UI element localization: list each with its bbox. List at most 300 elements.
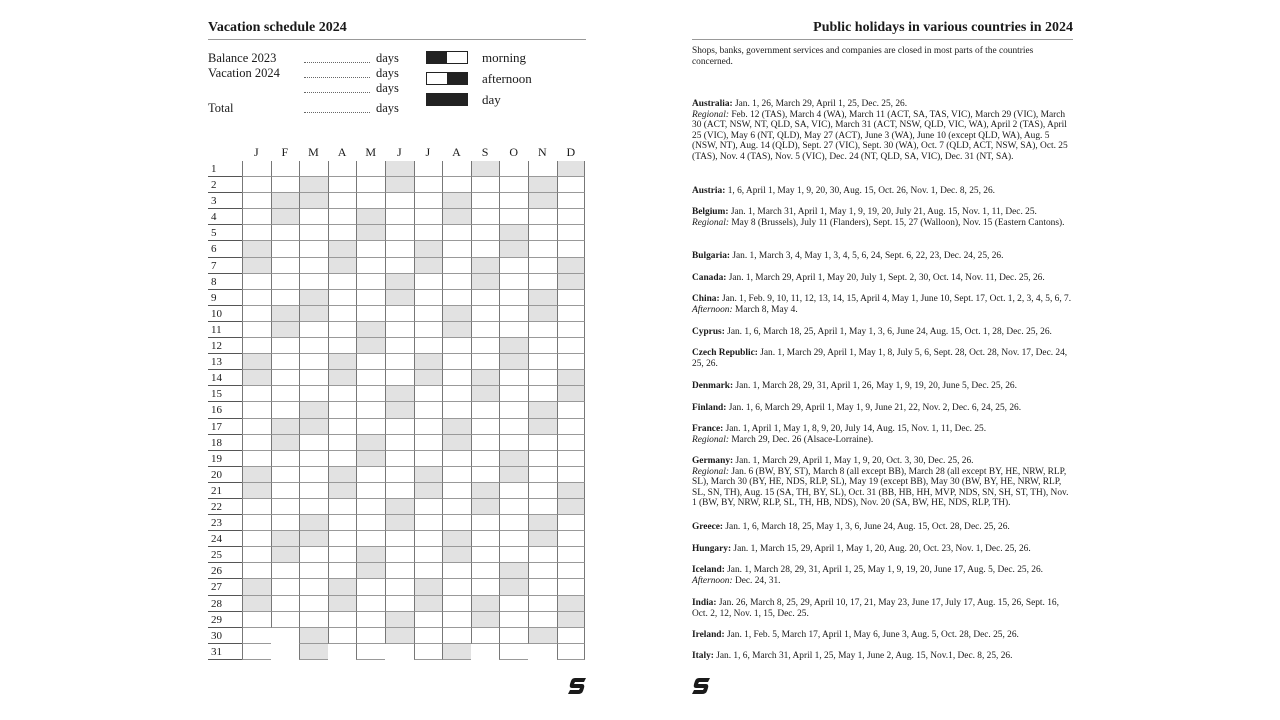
- day-cell[interactable]: [328, 563, 357, 579]
- day-cell[interactable]: [271, 274, 300, 290]
- day-cell[interactable]: [299, 515, 328, 531]
- day-cell[interactable]: [356, 306, 385, 322]
- day-cell[interactable]: [499, 193, 528, 209]
- day-cell[interactable]: [299, 225, 328, 241]
- day-cell[interactable]: [271, 515, 300, 531]
- day-cell[interactable]: [271, 483, 300, 499]
- day-cell[interactable]: [499, 451, 528, 467]
- day-cell[interactable]: [385, 402, 414, 418]
- day-cell[interactable]: [499, 290, 528, 306]
- day-cell[interactable]: [528, 515, 557, 531]
- day-cell[interactable]: [471, 547, 500, 563]
- day-cell[interactable]: [499, 644, 528, 660]
- day-cell[interactable]: [528, 241, 557, 257]
- day-cell[interactable]: [442, 290, 471, 306]
- day-cell[interactable]: [356, 258, 385, 274]
- day-cell[interactable]: [271, 306, 300, 322]
- day-cell[interactable]: [528, 435, 557, 451]
- day-cell[interactable]: [328, 579, 357, 595]
- day-cell[interactable]: [499, 483, 528, 499]
- day-cell[interactable]: [499, 612, 528, 628]
- day-cell[interactable]: [557, 161, 586, 177]
- day-cell[interactable]: [414, 274, 443, 290]
- day-cell[interactable]: [499, 547, 528, 563]
- day-cell[interactable]: [414, 338, 443, 354]
- day-cell[interactable]: [356, 161, 385, 177]
- day-cell[interactable]: [299, 628, 328, 644]
- day-cell[interactable]: [356, 419, 385, 435]
- day-cell[interactable]: [414, 467, 443, 483]
- day-cell[interactable]: [557, 628, 586, 644]
- day-cell[interactable]: [242, 515, 271, 531]
- day-cell[interactable]: [242, 419, 271, 435]
- day-cell[interactable]: [328, 338, 357, 354]
- day-cell[interactable]: [356, 596, 385, 612]
- day-cell[interactable]: [328, 161, 357, 177]
- day-cell[interactable]: [557, 193, 586, 209]
- day-cell[interactable]: [271, 354, 300, 370]
- day-cell[interactable]: [356, 483, 385, 499]
- day-cell[interactable]: [328, 193, 357, 209]
- day-cell[interactable]: [271, 258, 300, 274]
- day-cell[interactable]: [385, 161, 414, 177]
- day-cell[interactable]: [242, 612, 271, 628]
- day-cell[interactable]: [385, 596, 414, 612]
- day-cell[interactable]: [528, 258, 557, 274]
- day-cell[interactable]: [299, 579, 328, 595]
- day-cell[interactable]: [499, 306, 528, 322]
- day-cell[interactable]: [385, 177, 414, 193]
- day-cell[interactable]: [414, 419, 443, 435]
- day-cell[interactable]: [471, 241, 500, 257]
- day-cell[interactable]: [299, 563, 328, 579]
- day-cell[interactable]: [442, 644, 471, 660]
- day-cell[interactable]: [271, 402, 300, 418]
- day-cell[interactable]: [528, 177, 557, 193]
- day-cell[interactable]: [299, 290, 328, 306]
- day-cell[interactable]: [557, 531, 586, 547]
- day-cell[interactable]: [356, 177, 385, 193]
- day-cell[interactable]: [299, 209, 328, 225]
- day-cell[interactable]: [557, 596, 586, 612]
- day-cell[interactable]: [471, 306, 500, 322]
- day-cell[interactable]: [557, 370, 586, 386]
- day-cell[interactable]: [242, 241, 271, 257]
- day-cell[interactable]: [271, 225, 300, 241]
- day-cell[interactable]: [271, 322, 300, 338]
- day-cell[interactable]: [471, 258, 500, 274]
- day-cell[interactable]: [299, 177, 328, 193]
- fill-in-line[interactable]: [304, 77, 370, 78]
- day-cell[interactable]: [356, 563, 385, 579]
- day-cell[interactable]: [557, 499, 586, 515]
- day-cell[interactable]: [299, 596, 328, 612]
- day-cell[interactable]: [242, 354, 271, 370]
- day-cell[interactable]: [328, 596, 357, 612]
- day-cell[interactable]: [499, 225, 528, 241]
- day-cell[interactable]: [271, 531, 300, 547]
- day-cell[interactable]: [385, 354, 414, 370]
- day-cell[interactable]: [385, 258, 414, 274]
- day-cell[interactable]: [356, 499, 385, 515]
- day-cell[interactable]: [557, 354, 586, 370]
- day-cell[interactable]: [328, 177, 357, 193]
- day-cell[interactable]: [471, 451, 500, 467]
- day-cell[interactable]: [528, 306, 557, 322]
- day-cell[interactable]: [271, 499, 300, 515]
- day-cell[interactable]: [242, 435, 271, 451]
- day-cell[interactable]: [328, 547, 357, 563]
- day-cell[interactable]: [528, 209, 557, 225]
- day-cell[interactable]: [299, 193, 328, 209]
- day-cell[interactable]: [471, 515, 500, 531]
- day-cell[interactable]: [442, 499, 471, 515]
- day-cell[interactable]: [328, 483, 357, 499]
- day-cell[interactable]: [385, 483, 414, 499]
- day-cell[interactable]: [528, 386, 557, 402]
- day-cell[interactable]: [442, 531, 471, 547]
- day-cell[interactable]: [242, 274, 271, 290]
- fill-in-line[interactable]: [304, 92, 370, 93]
- day-cell[interactable]: [385, 628, 414, 644]
- day-cell[interactable]: [442, 354, 471, 370]
- day-cell[interactable]: [471, 612, 500, 628]
- day-cell[interactable]: [471, 563, 500, 579]
- day-cell[interactable]: [557, 435, 586, 451]
- day-cell[interactable]: [356, 402, 385, 418]
- day-cell[interactable]: [442, 419, 471, 435]
- day-cell[interactable]: [442, 322, 471, 338]
- day-cell[interactable]: [385, 193, 414, 209]
- day-cell[interactable]: [299, 499, 328, 515]
- day-cell[interactable]: [557, 579, 586, 595]
- day-cell[interactable]: [557, 419, 586, 435]
- day-cell[interactable]: [442, 177, 471, 193]
- day-cell[interactable]: [442, 241, 471, 257]
- day-cell[interactable]: [499, 531, 528, 547]
- day-cell[interactable]: [271, 467, 300, 483]
- day-cell[interactable]: [242, 306, 271, 322]
- day-cell[interactable]: [299, 547, 328, 563]
- day-cell[interactable]: [242, 161, 271, 177]
- day-cell[interactable]: [471, 596, 500, 612]
- day-cell[interactable]: [242, 467, 271, 483]
- day-cell[interactable]: [471, 499, 500, 515]
- day-cell[interactable]: [528, 419, 557, 435]
- day-cell[interactable]: [442, 596, 471, 612]
- day-cell[interactable]: [242, 644, 271, 660]
- day-cell[interactable]: [528, 193, 557, 209]
- day-cell[interactable]: [528, 612, 557, 628]
- day-cell[interactable]: [442, 451, 471, 467]
- day-cell[interactable]: [328, 322, 357, 338]
- day-cell[interactable]: [414, 161, 443, 177]
- day-cell[interactable]: [356, 531, 385, 547]
- day-cell[interactable]: [242, 628, 271, 644]
- day-cell[interactable]: [299, 338, 328, 354]
- day-cell[interactable]: [242, 177, 271, 193]
- day-cell[interactable]: [385, 419, 414, 435]
- day-cell[interactable]: [328, 241, 357, 257]
- day-cell[interactable]: [557, 209, 586, 225]
- day-cell[interactable]: [242, 338, 271, 354]
- day-cell[interactable]: [242, 386, 271, 402]
- day-cell[interactable]: [414, 306, 443, 322]
- day-cell[interactable]: [499, 354, 528, 370]
- day-cell[interactable]: [242, 258, 271, 274]
- day-cell[interactable]: [328, 306, 357, 322]
- day-cell[interactable]: [557, 644, 586, 660]
- day-cell[interactable]: [499, 402, 528, 418]
- day-cell[interactable]: [528, 338, 557, 354]
- day-cell[interactable]: [414, 579, 443, 595]
- day-cell[interactable]: [442, 612, 471, 628]
- day-cell[interactable]: [328, 370, 357, 386]
- day-cell[interactable]: [385, 241, 414, 257]
- day-cell[interactable]: [471, 274, 500, 290]
- day-cell[interactable]: [499, 161, 528, 177]
- day-cell[interactable]: [499, 515, 528, 531]
- day-cell[interactable]: [385, 612, 414, 628]
- day-cell[interactable]: [528, 354, 557, 370]
- day-cell[interactable]: [528, 531, 557, 547]
- day-cell[interactable]: [414, 258, 443, 274]
- day-cell[interactable]: [557, 241, 586, 257]
- day-cell[interactable]: [356, 579, 385, 595]
- day-cell[interactable]: [242, 451, 271, 467]
- day-cell[interactable]: [271, 579, 300, 595]
- day-cell[interactable]: [442, 338, 471, 354]
- day-cell[interactable]: [557, 612, 586, 628]
- day-cell[interactable]: [471, 386, 500, 402]
- day-cell[interactable]: [299, 258, 328, 274]
- day-cell[interactable]: [442, 209, 471, 225]
- day-cell[interactable]: [356, 209, 385, 225]
- day-cell[interactable]: [499, 338, 528, 354]
- day-cell[interactable]: [471, 338, 500, 354]
- day-cell[interactable]: [242, 370, 271, 386]
- day-cell[interactable]: [271, 370, 300, 386]
- day-cell[interactable]: [499, 322, 528, 338]
- day-cell[interactable]: [385, 209, 414, 225]
- day-cell[interactable]: [557, 547, 586, 563]
- day-cell[interactable]: [242, 193, 271, 209]
- day-cell[interactable]: [442, 435, 471, 451]
- day-cell[interactable]: [242, 596, 271, 612]
- day-cell[interactable]: [471, 483, 500, 499]
- day-cell[interactable]: [499, 435, 528, 451]
- day-cell[interactable]: [471, 290, 500, 306]
- day-cell[interactable]: [356, 612, 385, 628]
- day-cell[interactable]: [499, 499, 528, 515]
- day-cell[interactable]: [442, 258, 471, 274]
- day-cell[interactable]: [242, 579, 271, 595]
- day-cell[interactable]: [471, 322, 500, 338]
- day-cell[interactable]: [299, 531, 328, 547]
- day-cell[interactable]: [442, 628, 471, 644]
- day-cell[interactable]: [385, 274, 414, 290]
- day-cell[interactable]: [356, 547, 385, 563]
- day-cell[interactable]: [299, 161, 328, 177]
- day-cell[interactable]: [328, 499, 357, 515]
- day-cell[interactable]: [299, 274, 328, 290]
- day-cell[interactable]: [499, 563, 528, 579]
- day-cell[interactable]: [271, 161, 300, 177]
- day-cell[interactable]: [299, 612, 328, 628]
- fill-in-line[interactable]: [304, 112, 370, 113]
- day-cell[interactable]: [299, 451, 328, 467]
- day-cell[interactable]: [328, 209, 357, 225]
- day-cell[interactable]: [356, 225, 385, 241]
- day-cell[interactable]: [471, 161, 500, 177]
- day-cell[interactable]: [557, 290, 586, 306]
- day-cell[interactable]: [528, 274, 557, 290]
- day-cell[interactable]: [328, 354, 357, 370]
- day-cell[interactable]: [528, 402, 557, 418]
- day-cell[interactable]: [328, 225, 357, 241]
- day-cell[interactable]: [528, 225, 557, 241]
- day-cell[interactable]: [528, 483, 557, 499]
- day-cell[interactable]: [528, 579, 557, 595]
- day-cell[interactable]: [414, 435, 443, 451]
- day-cell[interactable]: [471, 628, 500, 644]
- day-cell[interactable]: [356, 274, 385, 290]
- day-cell[interactable]: [356, 241, 385, 257]
- day-cell[interactable]: [557, 451, 586, 467]
- day-cell[interactable]: [442, 370, 471, 386]
- day-cell[interactable]: [385, 531, 414, 547]
- day-cell[interactable]: [385, 338, 414, 354]
- day-cell[interactable]: [356, 290, 385, 306]
- day-cell[interactable]: [414, 451, 443, 467]
- day-cell[interactable]: [414, 225, 443, 241]
- day-cell[interactable]: [557, 515, 586, 531]
- day-cell[interactable]: [557, 563, 586, 579]
- day-cell[interactable]: [414, 193, 443, 209]
- day-cell[interactable]: [414, 563, 443, 579]
- day-cell[interactable]: [328, 258, 357, 274]
- day-cell[interactable]: [499, 258, 528, 274]
- day-cell[interactable]: [471, 579, 500, 595]
- day-cell[interactable]: [499, 209, 528, 225]
- day-cell[interactable]: [528, 628, 557, 644]
- day-cell[interactable]: [414, 370, 443, 386]
- day-cell[interactable]: [414, 209, 443, 225]
- day-cell[interactable]: [271, 386, 300, 402]
- day-cell[interactable]: [414, 290, 443, 306]
- day-cell[interactable]: [528, 370, 557, 386]
- day-cell[interactable]: [499, 370, 528, 386]
- day-cell[interactable]: [557, 386, 586, 402]
- day-cell[interactable]: [242, 563, 271, 579]
- day-cell[interactable]: [442, 467, 471, 483]
- day-cell[interactable]: [299, 241, 328, 257]
- day-cell[interactable]: [299, 306, 328, 322]
- day-cell[interactable]: [442, 306, 471, 322]
- day-cell[interactable]: [442, 193, 471, 209]
- day-cell[interactable]: [385, 322, 414, 338]
- day-cell[interactable]: [442, 386, 471, 402]
- day-cell[interactable]: [385, 451, 414, 467]
- day-cell[interactable]: [356, 338, 385, 354]
- day-cell[interactable]: [528, 547, 557, 563]
- day-cell[interactable]: [557, 483, 586, 499]
- day-cell[interactable]: [385, 467, 414, 483]
- day-cell[interactable]: [557, 467, 586, 483]
- day-cell[interactable]: [528, 499, 557, 515]
- day-cell[interactable]: [242, 322, 271, 338]
- day-cell[interactable]: [271, 563, 300, 579]
- day-cell[interactable]: [242, 290, 271, 306]
- day-cell[interactable]: [356, 467, 385, 483]
- day-cell[interactable]: [356, 370, 385, 386]
- day-cell[interactable]: [385, 386, 414, 402]
- day-cell[interactable]: [414, 499, 443, 515]
- day-cell[interactable]: [528, 563, 557, 579]
- day-cell[interactable]: [242, 499, 271, 515]
- day-cell[interactable]: [385, 306, 414, 322]
- day-cell[interactable]: [471, 225, 500, 241]
- day-cell[interactable]: [271, 241, 300, 257]
- day-cell[interactable]: [414, 241, 443, 257]
- day-cell[interactable]: [499, 241, 528, 257]
- day-cell[interactable]: [528, 161, 557, 177]
- day-cell[interactable]: [385, 290, 414, 306]
- day-cell[interactable]: [356, 322, 385, 338]
- day-cell[interactable]: [328, 419, 357, 435]
- day-cell[interactable]: [385, 499, 414, 515]
- day-cell[interactable]: [528, 290, 557, 306]
- day-cell[interactable]: [471, 354, 500, 370]
- day-cell[interactable]: [356, 193, 385, 209]
- day-cell[interactable]: [271, 596, 300, 612]
- day-cell[interactable]: [271, 193, 300, 209]
- day-cell[interactable]: [328, 386, 357, 402]
- day-cell[interactable]: [499, 419, 528, 435]
- day-cell[interactable]: [471, 177, 500, 193]
- day-cell[interactable]: [328, 274, 357, 290]
- day-cell[interactable]: [442, 225, 471, 241]
- day-cell[interactable]: [414, 628, 443, 644]
- day-cell[interactable]: [414, 531, 443, 547]
- day-cell[interactable]: [271, 290, 300, 306]
- day-cell[interactable]: [299, 386, 328, 402]
- day-cell[interactable]: [442, 515, 471, 531]
- day-cell[interactable]: [442, 402, 471, 418]
- day-cell[interactable]: [271, 177, 300, 193]
- day-cell[interactable]: [299, 354, 328, 370]
- day-cell[interactable]: [471, 402, 500, 418]
- day-cell[interactable]: [471, 419, 500, 435]
- day-cell[interactable]: [385, 515, 414, 531]
- day-cell[interactable]: [242, 225, 271, 241]
- day-cell[interactable]: [442, 161, 471, 177]
- day-cell[interactable]: [414, 483, 443, 499]
- day-cell[interactable]: [414, 612, 443, 628]
- day-cell[interactable]: [528, 596, 557, 612]
- day-cell[interactable]: [528, 451, 557, 467]
- day-cell[interactable]: [356, 451, 385, 467]
- day-cell[interactable]: [557, 177, 586, 193]
- day-cell[interactable]: [356, 435, 385, 451]
- day-cell[interactable]: [242, 483, 271, 499]
- day-cell[interactable]: [557, 258, 586, 274]
- day-cell[interactable]: [356, 386, 385, 402]
- day-cell[interactable]: [328, 402, 357, 418]
- day-cell[interactable]: [242, 531, 271, 547]
- day-cell[interactable]: [499, 628, 528, 644]
- day-cell[interactable]: [414, 596, 443, 612]
